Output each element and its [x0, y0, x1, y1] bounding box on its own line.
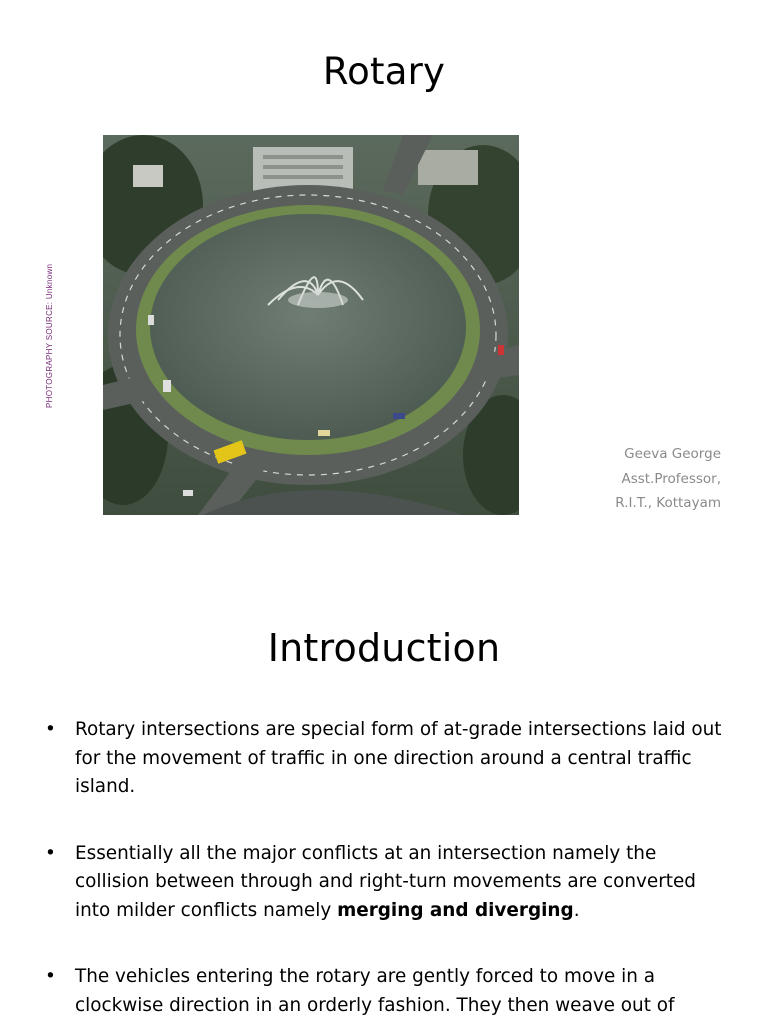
author-block — [615, 442, 721, 516]
author-institution: R.I.T., Kottayam — [615, 495, 721, 511]
photo-credit: PHOTOGRAPHY SOURCE: Unknown — [45, 263, 54, 408]
slide-title: Introduction — [267, 626, 501, 670]
bullet-text: The vehicles entering the rotary are gently forced to move in a clockwise direction in an orderly fashion. They then weave out of — [75, 966, 675, 1016]
bullet-item — [0, 963, 768, 1020]
slide-introduction — [0, 576, 768, 1024]
bullet-glyph: • — [45, 966, 56, 987]
bullet-item — [0, 716, 768, 802]
bullet-glyph: • — [45, 842, 56, 864]
bullet-item — [0, 840, 768, 926]
slide-title: Rotary — [322, 50, 446, 93]
bullet-text: Rotary intersections are special form of at-grade intersections laid out for the movement of traffic in one direction around a central traffic island. — [75, 719, 722, 797]
bullet-text-end: . — [573, 899, 580, 921]
bullet-list — [0, 716, 768, 1024]
author-name: Geeva George — [624, 446, 721, 462]
bullet-text: Essentially all the major conflicts at an intersection namely the collision between through and right-turn movements are converted into milder conflicts namely — [75, 842, 696, 921]
rotary-aerial-photo — [103, 135, 519, 515]
bullet-bold-text: merging and diverging — [337, 899, 574, 921]
bullet-glyph: • — [45, 719, 56, 740]
author-position: Asst.Professor, — [621, 470, 721, 487]
